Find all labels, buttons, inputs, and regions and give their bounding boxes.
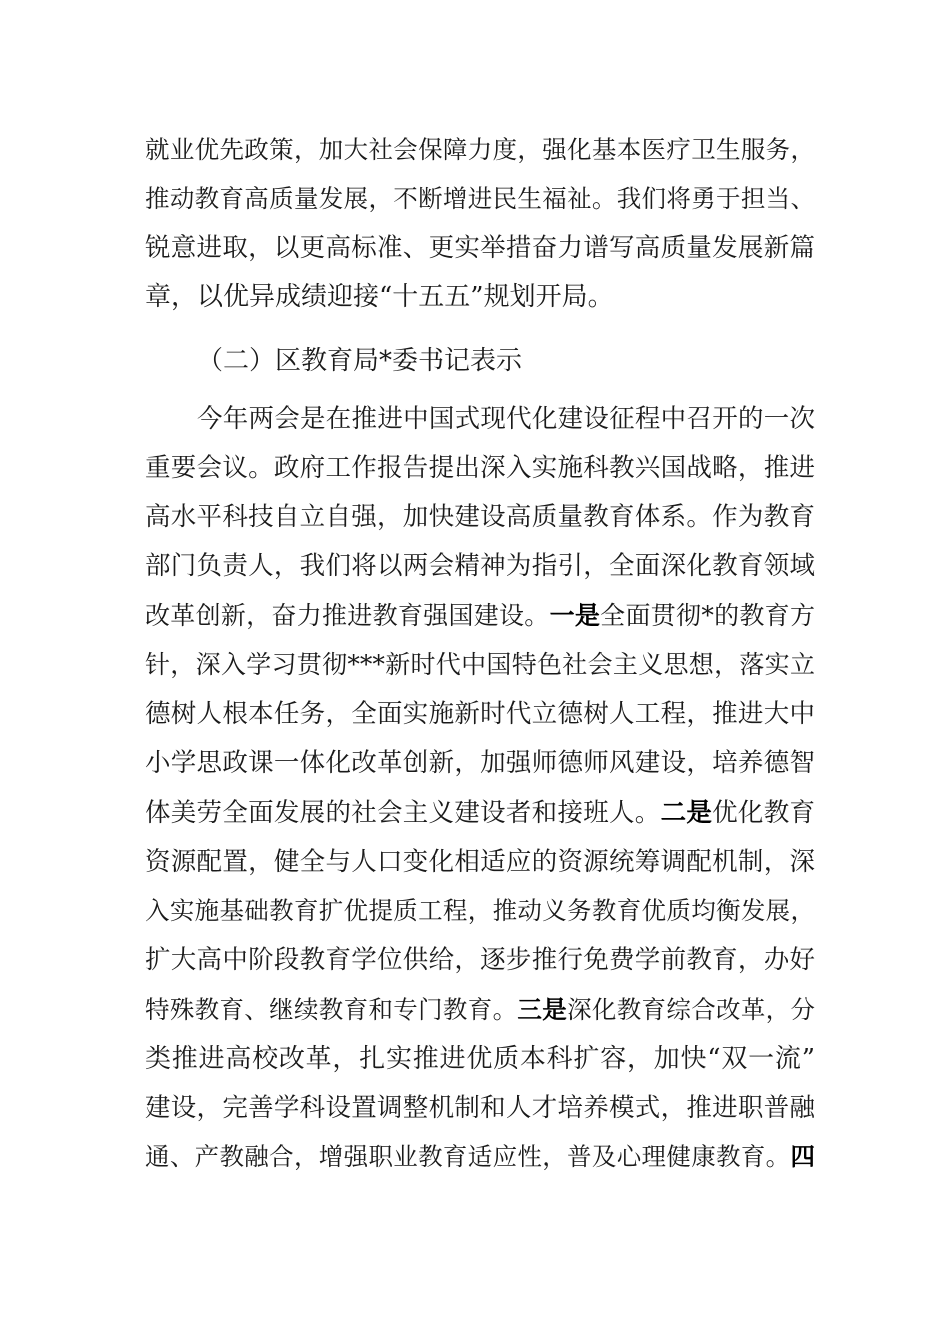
line-text: 全面贯彻*的教育方 xyxy=(600,601,815,630)
section-heading: （二）区教育局*委书记表示 xyxy=(197,346,523,376)
paragraph-line: 章，以优异成绩迎接“十五五”规划开局。 xyxy=(145,282,614,312)
paragraph-line: 推动教育高质量发展，不断增进民生福祉。我们将勇于担当、 xyxy=(145,184,815,213)
enumeration-marker: 三是 xyxy=(517,995,568,1024)
paragraph-line: 重要会议。政府工作报告提出深入实施科教兴国战略，推进 xyxy=(145,453,815,483)
paragraph-line: 针，深入学习贯彻***新时代中国特色社会主义思想，落实立 xyxy=(145,650,815,679)
enumeration-marker: 一是 xyxy=(549,601,601,630)
line-text: 通、产教融合，增强职业教育适应性，普及心理健康教育。 xyxy=(145,1142,791,1171)
paragraph-line xyxy=(145,596,815,636)
paragraph-line xyxy=(145,990,815,1030)
paragraph-line: 扩大高中阶段教育学位供给，逐步推行免费学前教育，办好 xyxy=(145,945,815,975)
paragraph-line: 类推进高校改革，扎实推进优质本科扩容，加快“双一流” xyxy=(145,1044,815,1074)
line-text: 特殊教育、继续教育和专门教育。 xyxy=(145,995,518,1024)
paragraph-line: 建设，完善学科设置调整机制和人才培养模式，推进职普融 xyxy=(145,1093,815,1123)
paragraph-line: 入实施基础教育扩优提质工程，推动义务教育优质均衡发展， xyxy=(145,896,815,925)
line-text: 深化教育综合改革，分 xyxy=(567,995,816,1024)
paragraph-line: 就业优先政策，加大社会保障力度，强化基本医疗卫生服务， xyxy=(145,135,815,164)
paragraph-line xyxy=(145,1137,815,1177)
paragraph-line: 德树人根本任务，全面实施新时代立德树人工程，推进大中 xyxy=(145,699,815,729)
line-text: 体美劳全面发展的社会主义建设者和接班人。 xyxy=(145,798,661,828)
paragraph-line: 锐意进取，以更高标准、更实举措奋力谱写高质量发展新篇 xyxy=(145,233,815,263)
paragraph-line: 资源配置，健全与人口变化相适应的资源统筹调配机制，深 xyxy=(145,847,815,877)
paragraph-line: 小学思政课一体化改革创新，加强师德师风建设，培养德智 xyxy=(145,748,815,778)
line-text: 改革创新，奋力推进教育强国建设。 xyxy=(145,601,550,630)
paragraph-line: 高水平科技自立自强，加快建设高质量教育体系。作为教育 xyxy=(145,502,815,532)
line-text: 优化教育 xyxy=(712,798,815,828)
paragraph-line: 部门负责人，我们将以两会精神为指引，全面深化教育领域 xyxy=(145,551,815,581)
paragraph-line: 今年两会是在推进中国式现代化建设征程中召开的一次 xyxy=(197,404,815,434)
enumeration-marker: 四 xyxy=(790,1142,815,1171)
paragraph-line xyxy=(145,793,815,833)
enumeration-marker: 二是 xyxy=(660,798,713,828)
